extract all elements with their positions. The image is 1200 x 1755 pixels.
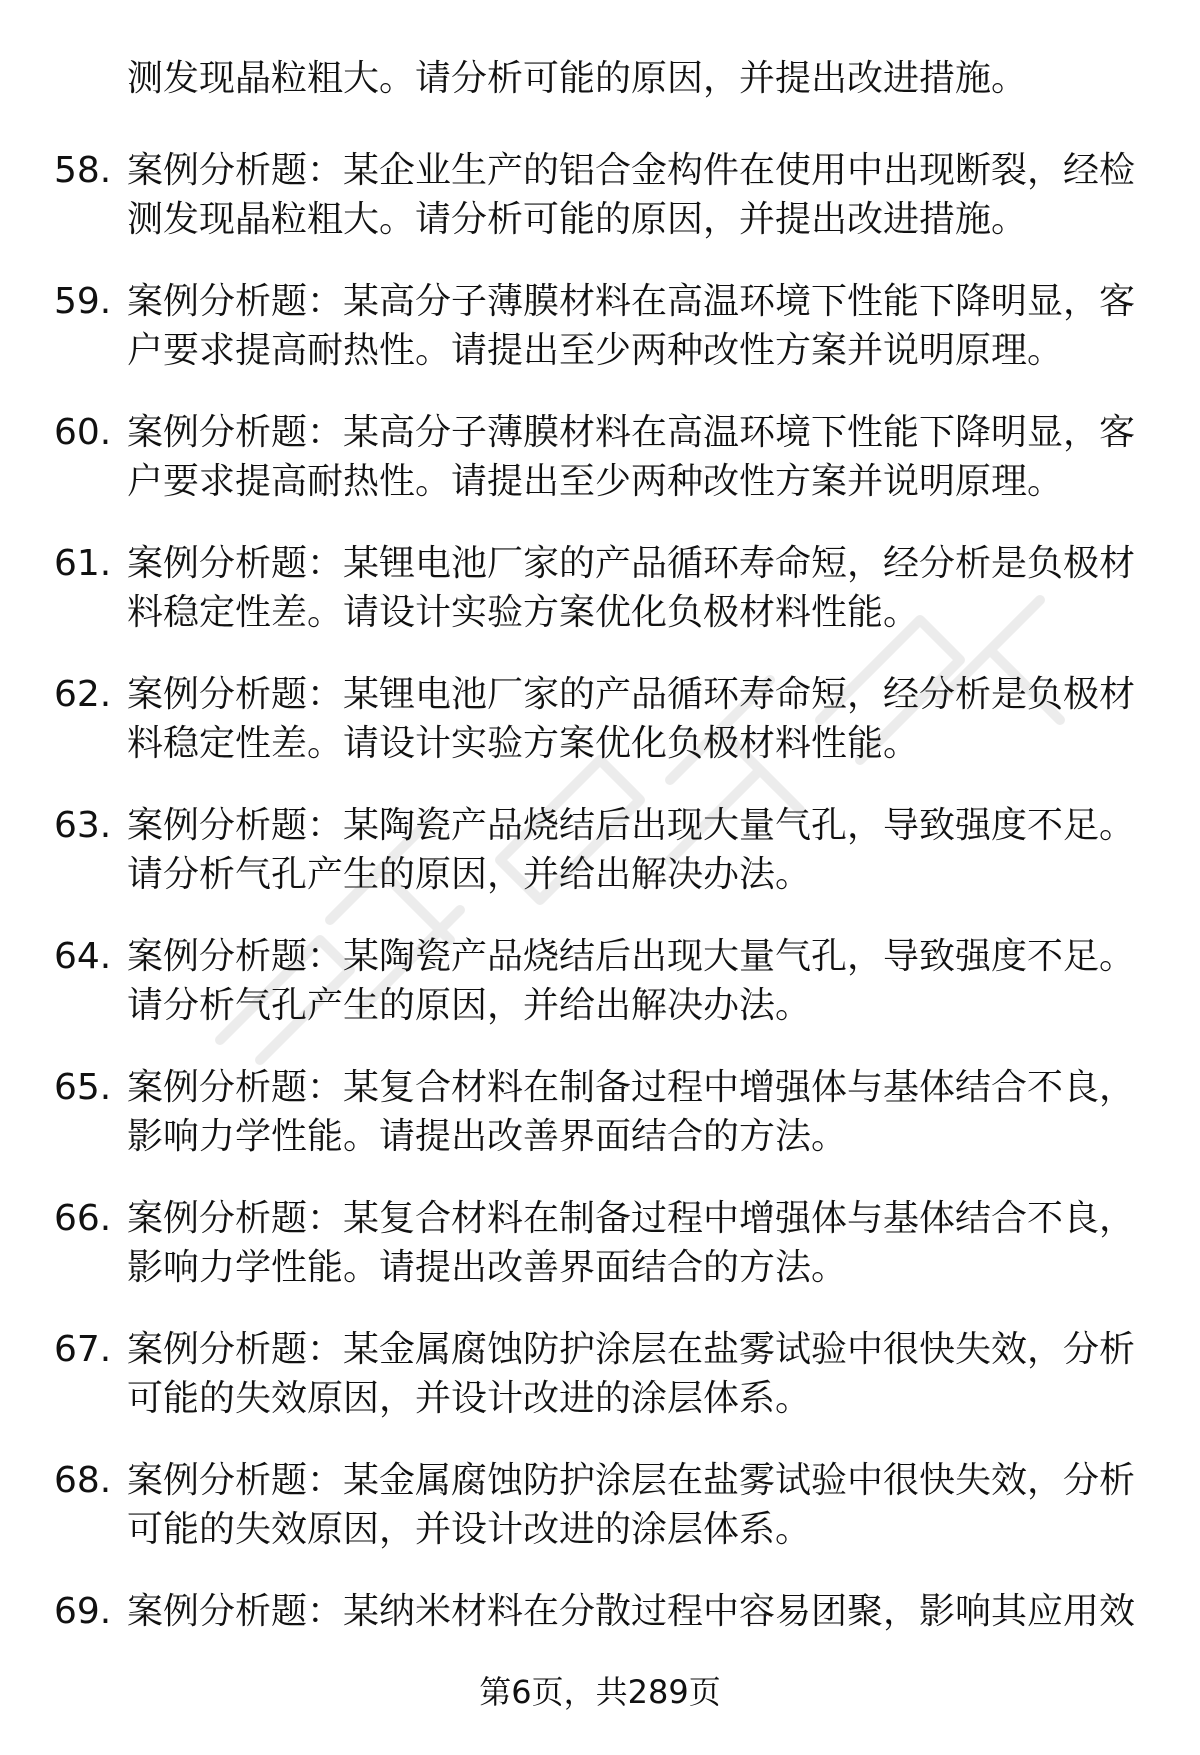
question-text-line1: 案例分析题：某锂电池厂家的产品循环寿命短，经分析是负极材 (127, 674, 1136, 715)
question-number: 68. (54, 1460, 112, 1501)
question-66-line2 (0, 1240, 1200, 1296)
question-text-line2: 料稳定性差。请设计实验方案优化负极材料性能。 (127, 592, 920, 633)
question-number: 63. (54, 805, 112, 846)
question-69 (0, 1584, 1200, 1640)
question-60-line2 (0, 454, 1200, 510)
question-68-line2 (0, 1502, 1200, 1558)
question-text-line2: 测发现晶粒粗大。请分析可能的原因，并提出改进措施。 (127, 199, 1028, 240)
question-67 (0, 1322, 1200, 1378)
question-text-line2: 请分析气孔产生的原因，并给出解决办法。 (127, 985, 812, 1026)
question-text-line2: 可能的失效原因，并设计改进的涂层体系。 (127, 1509, 812, 1550)
question-61-line2 (0, 585, 1200, 641)
question-64-line2 (0, 978, 1200, 1034)
question-text-line1: 案例分析题：某复合材料在制备过程中增强体与基体结合不良， (127, 1067, 1136, 1108)
question-text-line1: 案例分析题：某高分子薄膜材料在高温环境下性能下降明显，客 (127, 281, 1136, 322)
question-58 (0, 143, 1200, 199)
page-footer: 第6页，共289页 (479, 1673, 721, 1711)
question-text-line1: 案例分析题：某陶瓷产品烧结后出现大量气孔，导致强度不足。 (127, 805, 1136, 846)
question-text-line2: 影响力学性能。请提出改善界面结合的方法。 (127, 1116, 848, 1157)
question-text-line1: 案例分析题：某企业生产的铝合金构件在使用中出现断裂，经检 (127, 150, 1136, 191)
question-text-line2: 料稳定性差。请设计实验方案优化负极材料性能。 (127, 723, 920, 764)
question-63-line2 (0, 847, 1200, 903)
question-text-line1: 案例分析题：某金属腐蚀防护涂层在盐雾试验中很快失效，分析 (127, 1460, 1136, 1501)
question-64 (0, 929, 1200, 985)
question-text-line2: 户要求提高耐热性。请提出至少两种改性方案并说明原理。 (127, 461, 1064, 502)
question-66 (0, 1191, 1200, 1247)
question-65-line2 (0, 1109, 1200, 1165)
question-text-line2: 请分析气孔产生的原因，并给出解决办法。 (127, 854, 812, 895)
question-65 (0, 1060, 1200, 1116)
question-text-line2: 可能的失效原因，并设计改进的涂层体系。 (127, 1378, 812, 1419)
question-number: 59. (54, 281, 112, 322)
question-text-line2: 户要求提高耐热性。请提出至少两种改性方案并说明原理。 (127, 330, 1064, 371)
question-number: 62. (54, 674, 112, 715)
question-63 (0, 798, 1200, 854)
question-text-line1: 案例分析题：某金属腐蚀防护涂层在盐雾试验中很快失效，分析 (127, 1329, 1136, 1370)
continuation-line (0, 51, 1200, 107)
question-58-line2 (0, 192, 1200, 248)
question-number: 58. (54, 150, 112, 191)
question-text-continued: 测发现晶粒粗大。请分析可能的原因，并提出改进措施。 (127, 58, 1028, 99)
question-number: 69. (54, 1591, 112, 1632)
question-number: 61. (54, 543, 112, 584)
question-60 (0, 405, 1200, 461)
question-59 (0, 274, 1200, 330)
question-number: 67. (54, 1329, 112, 1370)
question-text-line1: 案例分析题：某锂电池厂家的产品循环寿命短，经分析是负极材 (127, 543, 1136, 584)
question-text-line1: 案例分析题：某复合材料在制备过程中增强体与基体结合不良， (127, 1198, 1136, 1239)
question-text-line1: 案例分析题：某陶瓷产品烧结后出现大量气孔，导致强度不足。 (127, 936, 1136, 977)
question-68 (0, 1453, 1200, 1509)
question-text-line1: 案例分析题：某纳米材料在分散过程中容易团聚，影响其应用效 (127, 1591, 1136, 1632)
question-number: 64. (54, 936, 112, 977)
question-text-line2: 影响力学性能。请提出改善界面结合的方法。 (127, 1247, 848, 1288)
question-62-line2 (0, 716, 1200, 772)
question-61 (0, 536, 1200, 592)
question-62 (0, 667, 1200, 723)
question-67-line2 (0, 1371, 1200, 1427)
question-number: 60. (54, 412, 112, 453)
question-text-line1: 案例分析题：某高分子薄膜材料在高温环境下性能下降明显，客 (127, 412, 1136, 453)
question-number: 66. (54, 1198, 112, 1239)
question-59-line2 (0, 323, 1200, 379)
question-number: 65. (54, 1067, 112, 1108)
